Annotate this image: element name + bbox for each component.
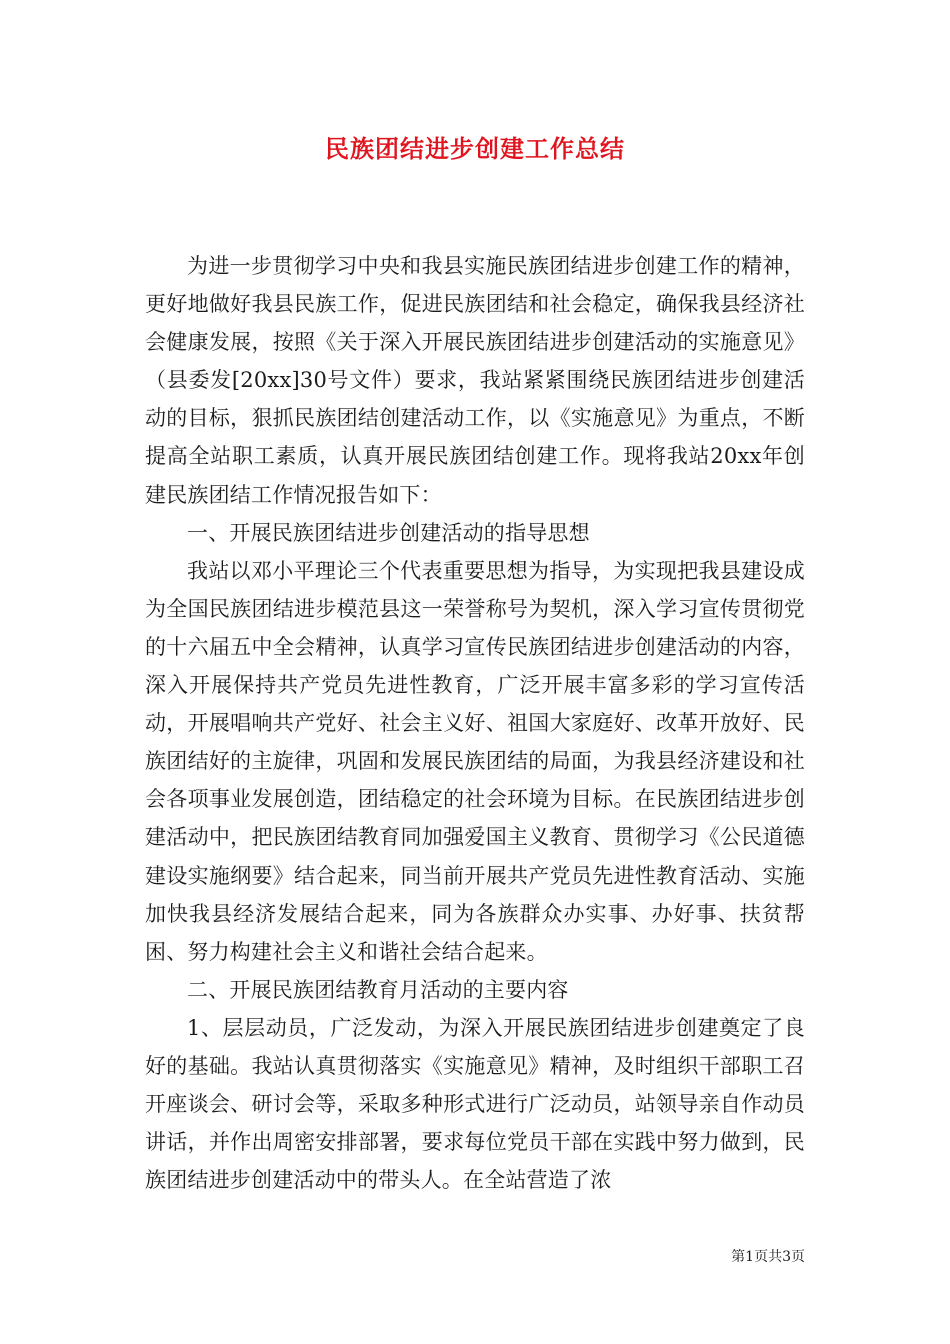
document-title: 民族团结进步创建工作总结 (325, 134, 625, 163)
page-number: 第1页共3页 (731, 1249, 805, 1265)
section-heading-2: 二、开展民族团结教育月活动的主要内容 (187, 977, 569, 1002)
paragraph-guiding-thought: 我站以邓小平理论三个代表重要思想为指导，为实现把我县建设成为全国民族团结进步模范县这一荣誉称号为契机，深入学习宣传贯彻党的十六届五中全会精神，认真学习宣传民族团结进步创建活动的内容，深入开展保持共产党员先进性教育，广泛开展丰富多彩的学习宣传活动，开展唱响共产党好、社会主义好、祖国大家庭好、改革开放好、民族团结好的主旋律，巩固和发展民族团结的局面，为我县经济建设和社会各项事业发展创造，团结稳定的社会环境为目标。在民族团结进步创建活动中，把民族团结教育同加强爱国主义教育、贯彻学习《公民道德建设实施纲要》结合起来，同当前开展共产党员先进性教育活动、实施加快我县经济发展结合起来，同为各族群众办实事、办好事、扶贫帮困、努力构建社会主义和谐社会结合起来。 (145, 558, 805, 964)
section-heading-1: 一、开展民族团结进步创建活动的指导思想 (187, 520, 590, 545)
paragraph-intro: 为进一步贯彻学习中央和我县实施民族团结进步创建工作的精神，更好地做好我县民族工作，促进民族团结和社会稳定，确保我县经济社会健康发展，按照《关于深入开展民族团结进步创建活动的实施意见》（县委发[20xx]30号文件）要求，我站紧紧围绕民族团结进步创建活动的目标，狠抓民族团结创建活动工作，以《实施意见》为重点，不断提高全站职工素质，认真开展民族团结创建工作。现将我站20xx年创建民族团结工作情况报告如下： (145, 254, 805, 507)
paragraph-mobilization: 1、层层动员，广泛发动，为深入开展民族团结进步创建奠定了良好的基础。我站认真贯彻落实《实施意见》精神，及时组织干部职工召开座谈会、研讨会等，采取多种形式进行广泛动员，站领导亲自作动员讲话，并作出周密安排部署，要求每位党员干部在实践中努力做到，民族团结进步创建活动中的带头人。在全站营造了浓 (145, 1015, 805, 1193)
document-body (145, 247, 805, 1199)
